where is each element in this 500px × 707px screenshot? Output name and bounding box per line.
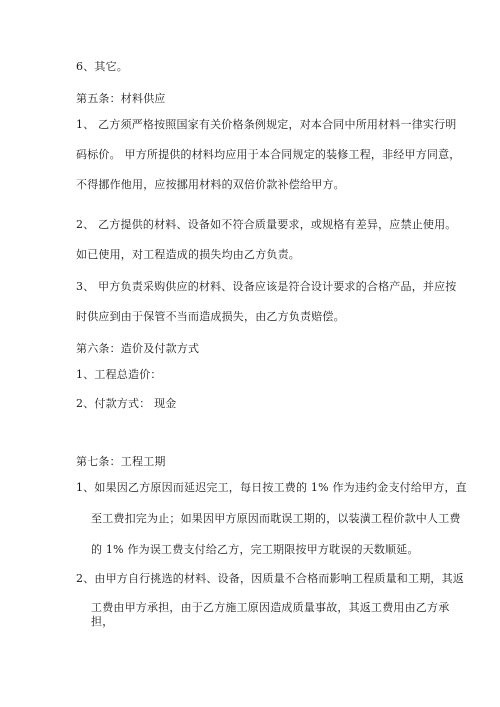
article-7-item-2-line-3: 担， — [91, 615, 114, 628]
article-7-item-2-line-2: 工费由甲方承担，由于乙方施工原因造成质量事故，其返工费用由乙方承 — [91, 601, 450, 614]
article-5-item-1-line-1: 1、 乙方须严格按照国家有关价格条例规定，对本合同中所用材料一律实行明 — [76, 118, 457, 131]
article-7-item-1-line-3: 的 1% 作为误工费支付给乙方，完工期限按甲方耽误的天数顺延。 — [91, 543, 419, 556]
article-5-item-1-line-2: 码标价。 甲方所提供的材料均应用于本合同规定的装修工程，非经甲方同意， — [76, 148, 461, 161]
article-5-item-3-line-2: 时供应到由于保管不当而造成损失，由乙方负责赔偿。 — [76, 310, 345, 323]
article-7-item-2-line-1: 2、由甲方自行挑选的材料、设备，因质量不合格而影响工程质量和工期，其返 — [76, 572, 464, 585]
article-6-heading: 第六条：造价及付款方式 — [76, 342, 200, 355]
article-5-item-3-line-1: 3、 甲方负责采购供应的材料、设备应该是符合设计要求的合格产品，并应按 — [76, 280, 457, 293]
article-7-item-1-line-2: 至工费扣完为止；如果因甲方原因而耽误工期的，以装潢工程价款中人工费 — [91, 512, 461, 525]
article-6-item-2: 2、付款方式： 现金 — [76, 397, 177, 410]
article-5-item-2-line-1: 2、 乙方提供的材料、设备如不符合质量要求，或规格有差异，应禁止使用。 — [76, 218, 457, 231]
article-5-item-2-line-2: 如已使用，对工程造成的损失均由乙方负责。 — [76, 248, 300, 261]
item-6-other: 6、其它。 — [76, 60, 128, 73]
article-5-item-1-line-3: 不得挪作他用，应按挪用材料的双倍价款补偿给甲方。 — [76, 178, 345, 191]
article-7-item-1-line-1: 1、如果因乙方原因而延迟完工，每日按工费的 1% 作为违约金支付给甲方，直 — [76, 481, 467, 494]
article-5-heading: 第五条：材料供应 — [76, 92, 166, 105]
article-6-item-1: 1、工程总造价： — [76, 368, 162, 381]
article-7-heading: 第七条：工程工期 — [76, 455, 166, 468]
